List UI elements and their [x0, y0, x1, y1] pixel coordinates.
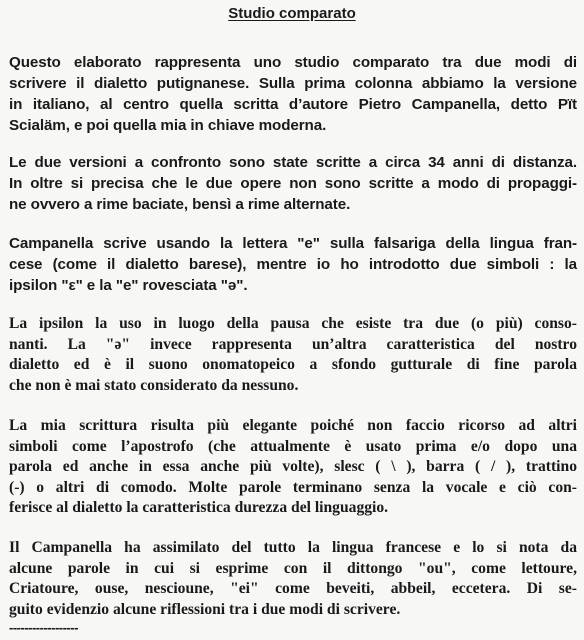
text-line: guito evidenzio alcune riflessioni tra i due modi di scrivere. [9, 600, 401, 618]
text-line: nanti. La "ə" invece rappresenta un’altra caratteristica del nostro [9, 335, 577, 353]
paragraph-ipsilon [9, 314, 577, 396]
page-title: Studio comparato [228, 5, 356, 22]
text-line: Il Campanella ha assimilato del tutto la lingua francese e lo si nota da [9, 539, 577, 556]
paragraph-campanella [9, 538, 577, 620]
text-line: ferisce al dialetto la caratteristica durezza del linguaggio. [9, 499, 389, 516]
text-line: simboli come l’apostrofo (che attualmente è usato prima e/o dopo una [9, 437, 577, 455]
paragraph-intro [9, 52, 577, 136]
text-line: parola ed anche in essa anche più volte), slesc ( \ ), barra ( / ), trattino [9, 458, 577, 475]
text-line: Le due versioni a confronto sono state scritte a circa 34 anni di distanza. [9, 154, 577, 171]
text-line: Criatoure, ouse, nescioune, "ei" come beveiti, abbeil, eccetera. Di se- [9, 580, 577, 597]
text-line: alcune parole in cui si esprime con il dittongo "ou", come lettoure, [9, 559, 577, 577]
text-line: (-) o altri di comodo. Molte parole terminano senza la vocale e ciò con- [9, 478, 577, 496]
text-line: scrivere il dialetto putignanese. Sulla prima colonna abbiamo la versione [9, 75, 577, 92]
text-line: Campanella scrive usando la lettera "e" sulla falsariga della lingua fran- [9, 235, 577, 252]
text-line: ipsilon "ε" e la "e" rovesciata "ə". [9, 277, 248, 294]
text-line: La ipsilon la uso in luogo della pausa che esiste tra due (o più) conso- [9, 315, 577, 332]
paragraph-scrittura [9, 416, 577, 519]
text-line: che non è mai stato considerato da nessuno. [9, 376, 299, 394]
text-line: Questo elaborato rappresenta uno studio comparato tra due modi di [9, 54, 577, 71]
text-line: in italiano, al centro quella scritta d’autore Pietro Campanella, detto Pït [9, 96, 577, 113]
text-line: cese (come il dialetto barese), mentre io ho introdotto due simboli : la [9, 256, 577, 273]
paragraph-symbols [9, 233, 577, 296]
text-line: La mia scrittura risulta più elegante poiché non faccio ricorso ad altri [9, 417, 577, 434]
text-line: dialetto ed è il suono onomatopeico a sfondo gutturale di fine parola [9, 356, 577, 373]
text-line: Scialäm, e poi quella mia in chiave moderna. [9, 117, 327, 134]
text-line: In oltre si precisa che le due opere non sono scritte a modo di propaggi- [9, 175, 577, 192]
text-line: ne ovvero a rime baciate, bensì a rime alternate. [9, 196, 351, 213]
paragraph-versions [9, 152, 577, 215]
separator-line: ------------------ [9, 620, 78, 635]
